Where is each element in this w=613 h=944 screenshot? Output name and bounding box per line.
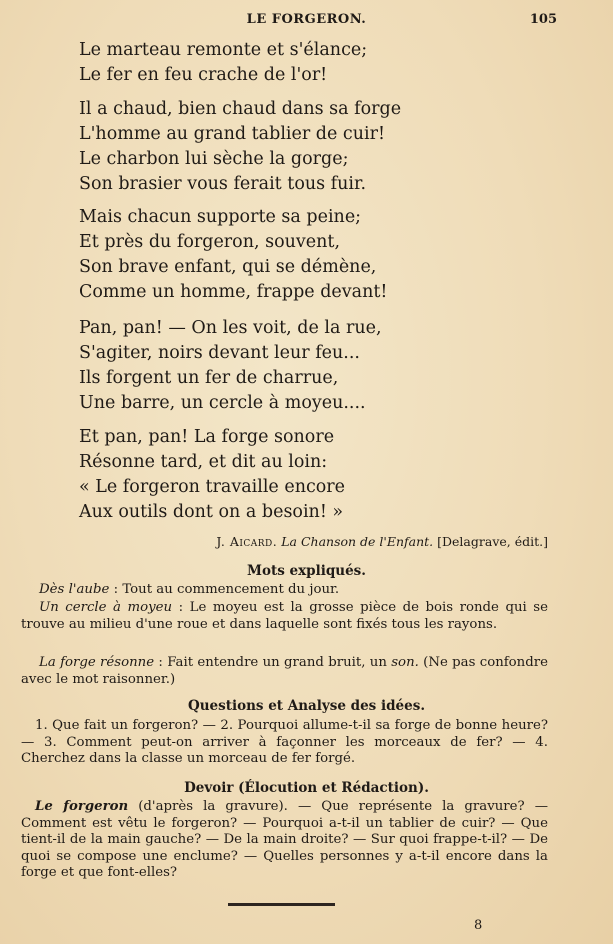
- vocabulary-heading: Mots expliqués.: [247, 563, 366, 579]
- vocabulary-entry: [21, 582, 548, 599]
- poem-stanza-4: [79, 316, 382, 416]
- verse-line: Résonne tard, et dit au loin:: [79, 452, 328, 472]
- work-title: La Chanson de l'Enfant.: [281, 534, 434, 549]
- verse-line: Le marteau remonte et s'élance;: [79, 40, 368, 60]
- verse-line: Le charbon lui sèche la gorge;: [79, 149, 349, 169]
- questions-body: 1. Que fait un forgeron? — 2. Pourquoi allume-t-il sa forge de bonne heure? — 3. Comment peut-on arriver à façonner les morceaux de fer? — 4. Cherchez dans la classe un morceau de fer forgé.: [21, 718, 548, 766]
- verse-line: Le fer en feu crache de l'or!: [79, 65, 328, 85]
- vocabulary-definition: : Tout au commencement du jour.: [113, 582, 340, 597]
- page-number: 105: [529, 12, 557, 27]
- verse-line: Pan, pan! — On les voit, de la rue,: [79, 318, 382, 338]
- verse-line: Et près du forgeron, souvent,: [79, 232, 341, 252]
- closing-rule: [228, 903, 335, 906]
- verse-line: Son brasier vous ferait tous fuir.: [79, 174, 367, 194]
- verse-line: Et pan, pan! La forge sonore: [79, 427, 335, 447]
- questions-text: [21, 718, 548, 768]
- questions-heading: Questions et Analyse des idées.: [187, 698, 426, 714]
- poem-stanza-5: [79, 425, 345, 525]
- verse-line: Il a chaud, bien chaud dans sa forge: [79, 99, 402, 119]
- signature-mark: 8: [474, 918, 483, 933]
- vocabulary-entry: [21, 600, 548, 633]
- verse-line: S'agiter, noirs devant leur feu...: [79, 343, 360, 363]
- vocabulary-definition-note: (Ne pas confondre avec le mot raisonner.): [21, 655, 548, 687]
- poem-stanza-1: [79, 38, 367, 88]
- poem-stanza-3: [79, 205, 387, 305]
- vocabulary-term: Dès l'aube: [39, 582, 110, 597]
- verse-line: L'homme au grand tablier de cuir!: [79, 124, 385, 144]
- exercise-text: [21, 799, 548, 882]
- exercise-heading: Devoir (Élocution et Rédaction).: [184, 780, 429, 796]
- verse-line: « Le forgeron travaille encore: [79, 477, 346, 497]
- verse-line: Son brave enfant, qui se démène,: [79, 257, 377, 277]
- verse-line: Ils forgent un fer de charrue,: [79, 368, 339, 388]
- exercise-lead: Le forgeron: [35, 799, 129, 814]
- vocabulary-definition: : Fait entendre un grand bruit, un: [158, 655, 387, 670]
- exercise-body: (d'après la gravure). — Que représente la gravure? — Comment est vêtu le forgeron? — Pourquoi a-t-il un tablier de cuir? — Que tient-il de la main gauche? — De la main droite? — Sur quoi frappe-t-il? — De quoi se compose une enclume? — Quelles personnes y a-t-il encore dans la forge et que font-elles?: [21, 799, 548, 880]
- vocabulary-term: Un cercle à moyeu: [39, 600, 173, 615]
- vocabulary-term: La forge résonne: [39, 655, 155, 670]
- verse-line: Une barre, un cercle à moyeu....: [79, 393, 366, 413]
- verse-line: Comme un homme, frappe devant!: [79, 282, 388, 302]
- vocabulary-entry: [21, 655, 548, 688]
- verse-line: Aux outils dont on a besoin! »: [79, 502, 344, 522]
- vocabulary-definition: : Le moyeu est la grosse pièce de bois ronde qui se trouve au milieu d'une roue et dans laquelle sont fixés tous les rayons.: [21, 600, 548, 632]
- verse-line: Mais chacun supporte sa peine;: [79, 207, 362, 227]
- poem-stanza-2: [79, 97, 401, 197]
- poem-attribution: [0, 534, 548, 549]
- publisher-credit: [Delagrave, édit.]: [437, 534, 548, 549]
- running-title: LE FORGERON.: [246, 12, 367, 27]
- author-name: J. Aicard.: [216, 534, 278, 549]
- vocabulary-definition-emphasis: son.: [391, 655, 419, 670]
